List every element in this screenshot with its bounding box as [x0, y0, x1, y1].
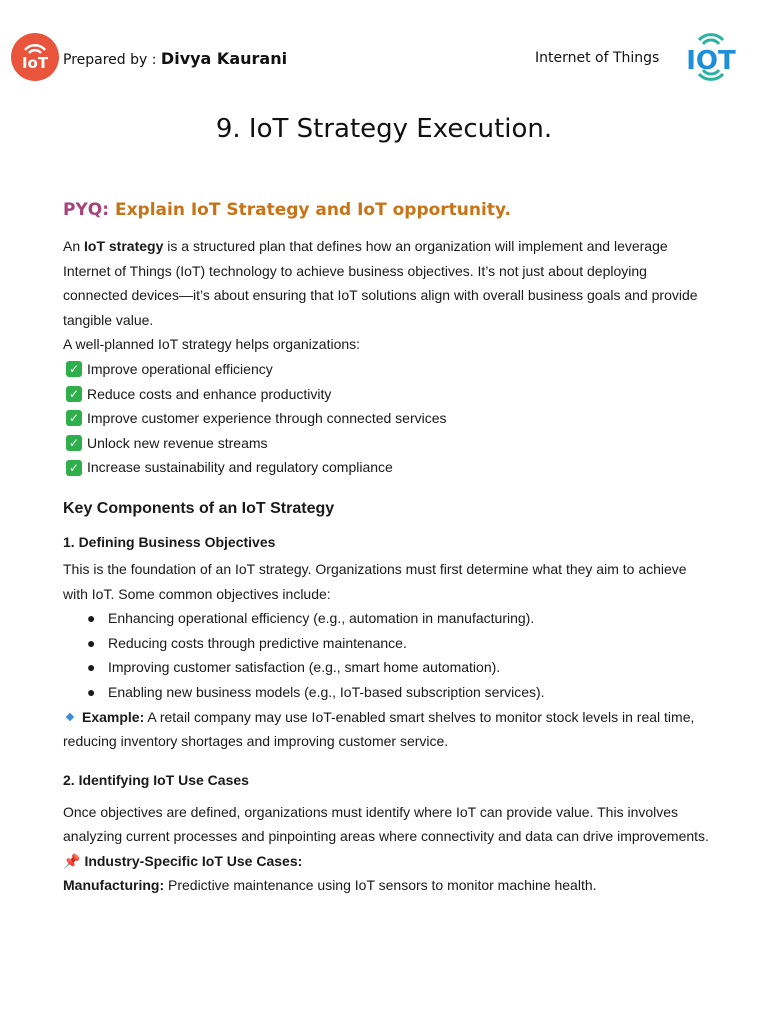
benefit-text: Improve operational efficiency [87, 360, 273, 377]
benefits-intro: A well-planned IoT strategy helps organizations: [63, 336, 361, 353]
check-mark-icon: ✓ [66, 386, 82, 402]
author-name: Divya Kaurani [160, 49, 288, 68]
manufacturing-text: Predictive maintenance using IoT sensors to monitor machine health. [164, 877, 597, 894]
list-item [63, 357, 713, 382]
intro-lead: An [63, 238, 85, 254]
prepared-label: Prepared by : [63, 52, 161, 68]
objectives-list [87, 606, 713, 704]
objective-text: Reducing costs through predictive maintenance. [108, 634, 407, 651]
list-item [87, 606, 713, 631]
iot-brand-logo-icon [680, 28, 742, 86]
logo-text: IoT [21, 54, 49, 72]
iot-logo-icon [11, 33, 59, 81]
bullet-icon: ● [87, 659, 96, 676]
components-heading: Key Components of an IoT Strategy [63, 499, 335, 517]
pyq-tag: PYQ: [63, 200, 110, 220]
benefit-text: Unlock new revenue streams [87, 434, 268, 451]
example-paragraph [63, 705, 713, 754]
objective-text: Improving customer satisfaction (e.g., smart home automation). [108, 659, 501, 676]
list-item [63, 431, 713, 456]
benefit-text: Improve customer experience through connected services [87, 410, 447, 427]
benefit-text: Increase sustainability and regulatory compliance [87, 459, 393, 476]
objective-text: Enhancing operational efficiency (e.g., automation in manufacturing). [108, 610, 535, 627]
brand-logo-text: IOT [686, 46, 736, 76]
list-item [63, 382, 713, 407]
list-item [87, 631, 713, 656]
bullet-icon: ● [87, 634, 96, 651]
list-item [63, 455, 713, 480]
blue-diamond-icon [66, 712, 74, 720]
objective-text: Enabling new business models (e.g., IoT-based subscription services). [108, 683, 545, 700]
intro-term: IoT strategy [84, 238, 164, 254]
prepared-by [63, 49, 287, 68]
example-label: Example: [82, 708, 145, 725]
manufacturing-paragraph [63, 873, 713, 898]
list-item [63, 406, 713, 431]
example-text: A retail company may use IoT-enabled smart shelves to monitor stock levels in real time, reducing inventory shortages and improving customer service. [63, 708, 695, 750]
pyq-question: Explain IoT Strategy and IoT opportunity. [114, 200, 511, 220]
industry-heading [63, 849, 713, 874]
intro-rest: is a structured plan that defines how an organization will implement and leverage Internet of Things (IoT) technology to achieve business objectives. It’s not just about deploying connected devices—it’s about ensuring that IoT solutions align with overall business goals and provide tangible value. [63, 238, 698, 328]
check-mark-icon: ✓ [66, 435, 82, 451]
bullet-icon: ● [87, 683, 96, 700]
use-cases-paragraph: Once objectives are defined, organizations must identify where IoT can provide value. This involves analyzing current processes and pinpointing areas where connectivity and data can drive improvements. [63, 803, 709, 845]
check-mark-icon: ✓ [66, 361, 82, 377]
pyq-heading [63, 200, 713, 220]
benefits-list [63, 357, 713, 480]
list-item [87, 655, 713, 680]
main-content [63, 200, 713, 898]
page-header [0, 0, 768, 110]
intro-paragraph [63, 234, 713, 332]
check-mark-icon: ✓ [66, 410, 82, 426]
manufacturing-label: Manufacturing: [63, 877, 165, 894]
section-heading-use-cases: 2. Identifying IoT Use Cases [63, 771, 249, 788]
bullet-icon: ● [87, 610, 96, 627]
pushpin-icon: 📌 [63, 852, 81, 869]
benefit-text: Reduce costs and enhance productivity [87, 385, 332, 402]
objectives-paragraph: This is the foundation of an IoT strategy. Organizations must first determine what they aim to achieve with IoT. Some common objectives include: [63, 560, 687, 602]
check-mark-icon: ✓ [66, 460, 82, 476]
industry-label: Industry-Specific IoT Use Cases: [84, 852, 303, 869]
section-heading-objectives: 1. Defining Business Objectives [63, 533, 276, 550]
list-item [87, 680, 713, 705]
page-title: 9. IoT Strategy Execution. [215, 114, 553, 144]
subject-label: Internet of Things [535, 50, 660, 66]
